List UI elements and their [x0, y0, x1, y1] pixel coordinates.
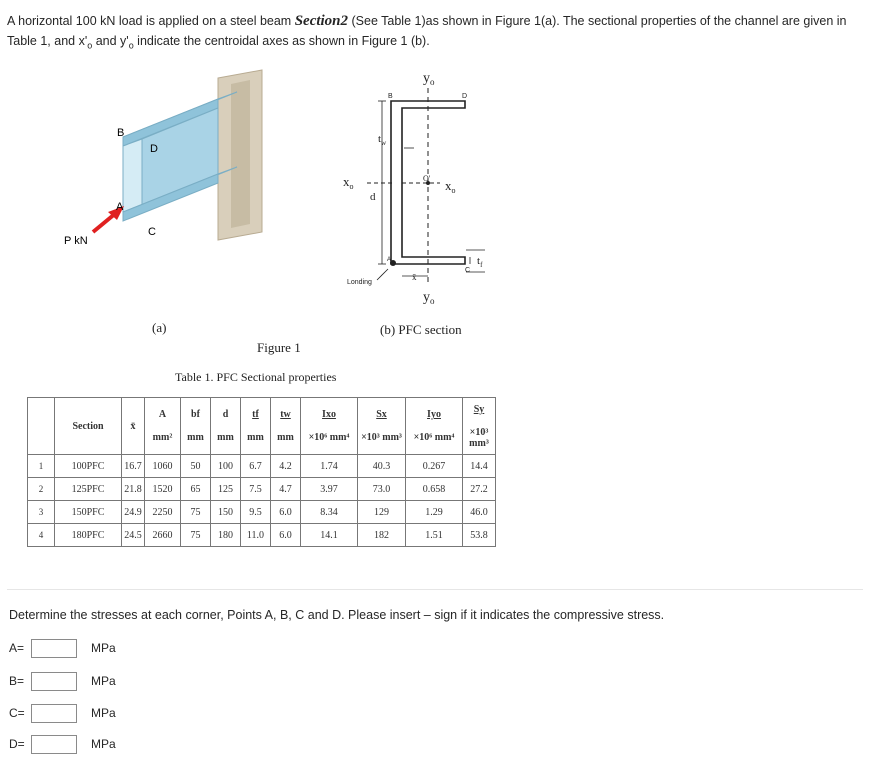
cell-sy: 14.4	[463, 455, 496, 478]
row-index: 3	[28, 501, 55, 524]
cell-iyo: 0.267	[406, 455, 463, 478]
cell-ixo: 3.97	[301, 478, 358, 501]
header-section: Section	[55, 398, 122, 455]
fig-b-label-b: B	[388, 93, 393, 100]
fig-b-xo-right: $x_o$	[445, 178, 456, 195]
cell-tw: 4.7	[271, 478, 301, 501]
cell-section: 180PFC	[55, 524, 122, 547]
cell-xbar: 16.7	[122, 455, 145, 478]
header-sx: Sx ×10³ mm³	[358, 398, 406, 455]
answer-unit-d: MPa	[91, 737, 116, 751]
header-sy: Sy ×10³ mm³	[463, 398, 496, 455]
section-name: Section2	[294, 13, 349, 29]
cell-bf: 75	[181, 524, 211, 547]
sub-o-2: o	[128, 40, 134, 51]
problem-text-after: (See Table 1)as shown in Figure 1(a). The sectional properties of the channel are given in	[348, 14, 847, 28]
fig-b-label-d: D	[462, 93, 468, 100]
fig-b-tw: $t_w$	[378, 133, 387, 147]
cell-area: 1060	[145, 455, 181, 478]
figure-title: Figure 1	[257, 340, 301, 355]
fig-a-label-d: D	[150, 143, 158, 155]
pfc-properties-table	[27, 397, 496, 547]
answer-input-a[interactable]	[31, 639, 77, 658]
cell-bf: 65	[181, 478, 211, 501]
answer-input-b[interactable]	[31, 672, 77, 691]
header-area: A mm²	[145, 398, 181, 455]
fig-b-label-o: O'	[423, 174, 431, 183]
pfc-section	[367, 88, 485, 282]
fig-a-label-b: B	[117, 127, 125, 139]
cell-area: 2660	[145, 524, 181, 547]
cell-sy: 27.2	[463, 478, 496, 501]
cell-sx: 182	[358, 524, 406, 547]
cell-tf: 9.5	[241, 501, 271, 524]
header-d: d mm	[211, 398, 241, 455]
cell-bf: 75	[181, 501, 211, 524]
cell-ixo: 14.1	[301, 524, 358, 547]
cell-section: 100PFC	[55, 455, 122, 478]
cell-d: 180	[211, 524, 241, 547]
answer-label-b: B=	[9, 674, 25, 688]
row-index: 2	[28, 478, 55, 501]
cell-tw: 6.0	[271, 501, 301, 524]
section-divider	[7, 589, 863, 590]
answer-input-c[interactable]	[31, 704, 77, 723]
cell-d: 100	[211, 455, 241, 478]
cell-area: 1520	[145, 478, 181, 501]
cell-xbar: 24.5	[122, 524, 145, 547]
header-index	[28, 398, 55, 455]
table-header-row	[28, 398, 496, 455]
problem-text-before: A horizontal 100 kN load is applied on a steel beam	[7, 14, 295, 28]
header-bf: bf mm	[181, 398, 211, 455]
cell-section: 150PFC	[55, 501, 122, 524]
answer-label-d: D=	[9, 737, 25, 751]
fig-b-label-a: A	[387, 257, 392, 263]
answer-unit-a: MPa	[91, 641, 116, 655]
cell-tw: 4.2	[271, 455, 301, 478]
table-title: Table 1. PFC Sectional properties	[175, 370, 337, 384]
answer-unit-b: MPa	[91, 674, 116, 688]
cell-tf: 6.7	[241, 455, 271, 478]
table-row	[28, 478, 496, 501]
cell-sx: 73.0	[358, 478, 406, 501]
answer-label-c: C=	[9, 706, 25, 720]
answer-row-d	[9, 733, 116, 755]
question-text: Determine the stresses at each corner, Points A, B, C and D. Please insert – sign if it indicates the compressive stress.	[9, 608, 665, 622]
cell-bf: 50	[181, 455, 211, 478]
wall	[218, 70, 262, 240]
cell-iyo: 0.658	[406, 478, 463, 501]
fig-b-yo-bottom: $y_o$	[423, 290, 435, 306]
answer-label-a: A=	[9, 641, 25, 655]
header-tf: tf mm	[241, 398, 271, 455]
fig-b-xbar: x̄	[412, 272, 417, 282]
table-row	[28, 455, 496, 478]
problem-line2-end: indicate the centroidal axes as shown in Figure 1 (b).	[133, 34, 430, 48]
cell-section: 125PFC	[55, 478, 122, 501]
header-xbar: x̄	[122, 398, 145, 455]
fig-a-label-c: C	[148, 226, 156, 238]
header-iyo: Iyo ×10⁶ mm⁴	[406, 398, 463, 455]
sub-o-1: o	[87, 40, 93, 51]
fig-b-yo-top: $y_o$	[423, 71, 435, 87]
cell-sy: 53.8	[463, 524, 496, 547]
fig-a-caption: (a)	[152, 320, 167, 335]
fig-b-xo-left: $x_o$	[343, 174, 354, 191]
cell-tf: 11.0	[241, 524, 271, 547]
answer-row-a	[9, 637, 116, 659]
answer-input-d[interactable]	[31, 735, 77, 754]
cell-sy: 46.0	[463, 501, 496, 524]
cell-tw: 6.0	[271, 524, 301, 547]
header-tw: tw mm	[271, 398, 301, 455]
cell-sx: 40.3	[358, 455, 406, 478]
cell-iyo: 1.29	[406, 501, 463, 524]
header-ixo: Ixo ×10⁶ mm⁴	[301, 398, 358, 455]
cell-xbar: 21.8	[122, 478, 145, 501]
fig-b-dim-d: d	[370, 191, 376, 203]
fig-b-label-c: C	[465, 267, 471, 274]
cell-area: 2250	[145, 501, 181, 524]
fig-b-tf: $t_f$	[477, 255, 483, 269]
cell-tf: 7.5	[241, 478, 271, 501]
load-label: P kN	[64, 235, 88, 247]
fig-a-label-a: A	[116, 201, 124, 213]
cell-iyo: 1.51	[406, 524, 463, 547]
cell-ixo: 8.34	[301, 501, 358, 524]
row-index: 4	[28, 524, 55, 547]
problem-line2-mid: and y'	[92, 34, 129, 48]
cell-sx: 129	[358, 501, 406, 524]
answer-row-b	[9, 670, 116, 692]
cell-ixo: 1.74	[301, 455, 358, 478]
cell-d: 125	[211, 478, 241, 501]
answer-row-c	[9, 702, 116, 724]
table-row	[28, 501, 496, 524]
table-row	[28, 524, 496, 547]
answer-unit-c: MPa	[91, 706, 116, 720]
row-index: 1	[28, 455, 55, 478]
cell-d: 150	[211, 501, 241, 524]
problem-line2-start: Table 1, and x'	[7, 34, 88, 48]
fig-b-loading: Londing	[347, 279, 372, 286]
cell-xbar: 24.9	[122, 501, 145, 524]
fig-b-caption: (b) PFC section	[380, 322, 462, 337]
